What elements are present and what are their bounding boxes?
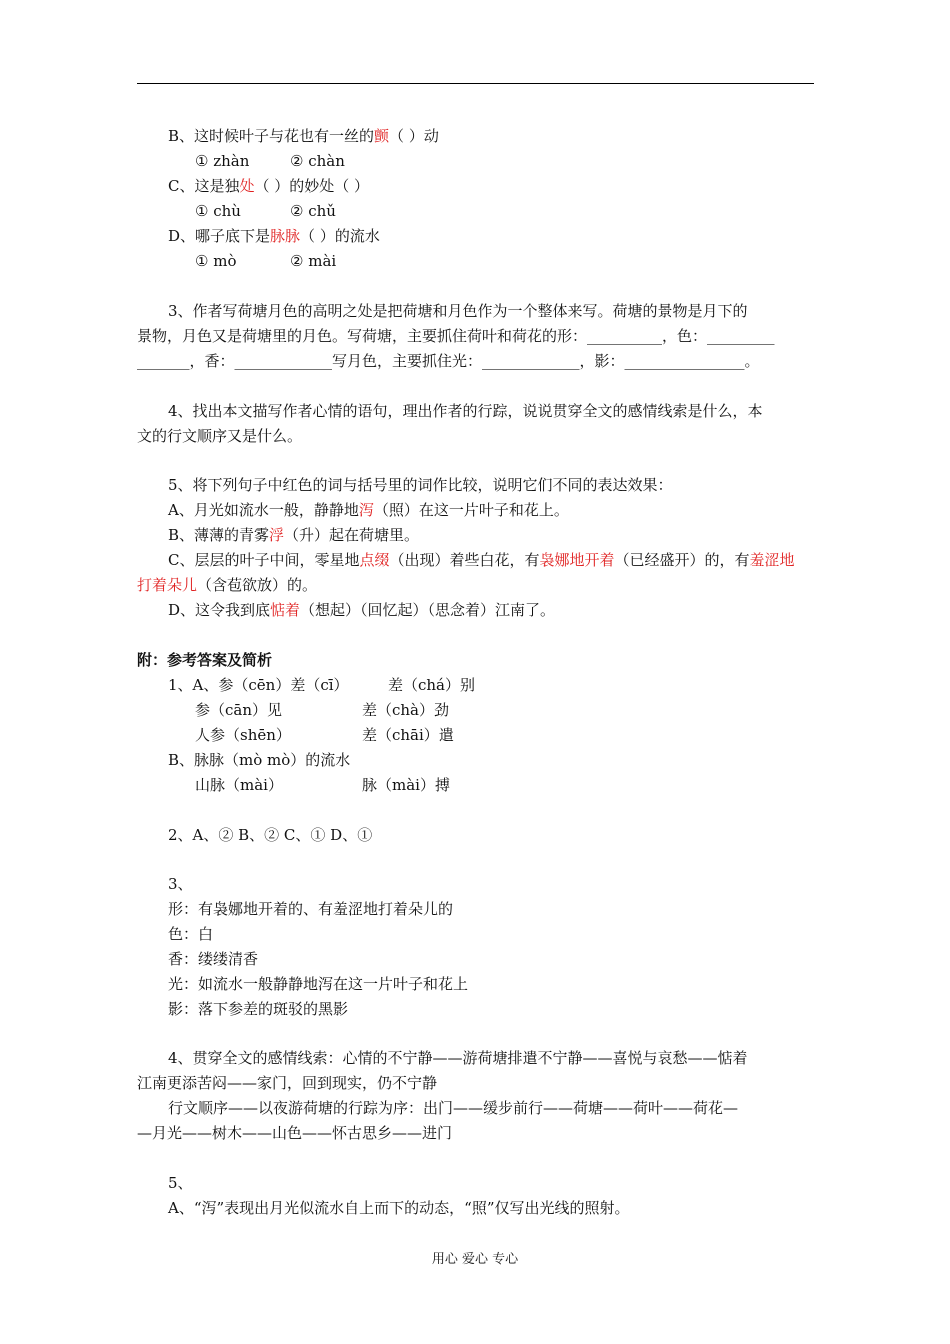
q2-d-choice-1: ① mò — [195, 252, 237, 270]
highlight-word: 脉脉 — [270, 227, 301, 245]
q2-option-b — [168, 126, 439, 146]
text: （含苞欲放）的。 — [197, 576, 318, 594]
answer-1-row-3-col-2: 差（chāi）遣 — [362, 726, 454, 744]
answer-2: 2、A、② B、② C、① D、① — [168, 826, 373, 844]
q3-line-1: 3、作者写荷塘月色的高明之处是把荷塘和月色作为一个整体来写。荷塘的景物是月下的 — [168, 302, 748, 320]
header-rule — [137, 83, 814, 84]
text: C、层层的叶子中间，零星地 — [168, 551, 360, 569]
answer-4-line-3: 行文顺序——以夜游荷塘的行踪为序：出门——缓步前行——荷塘——荷叶——荷花— — [168, 1099, 739, 1117]
answer-3-light: 光：如流水一般静静地泻在这一片叶子和花上 — [168, 975, 469, 993]
answer-1-row-1: 1、A、参（cēn）差（cī） — [168, 676, 349, 694]
q2-b-choice-1: ① zhàn — [195, 152, 250, 170]
q5-sentence-c-cont — [137, 575, 317, 595]
text: A、月光如流水一般，静静地 — [168, 501, 359, 519]
answer-4-line-4: —月光——树木——山色——怀古思乡——进门 — [137, 1124, 453, 1142]
answer-3-scent: 香：缕缕清香 — [168, 950, 259, 968]
answer-3-shape: 形：有袅娜地开着的、有羞涩地打着朵儿的 — [168, 900, 454, 918]
highlight-word: 处 — [239, 177, 255, 195]
q5-intro: 5、将下列句子中红色的词与括号里的词作比较，说明它们不同的表达效果： — [168, 476, 673, 494]
answer-1-row-5-col-2: 脉（mài）搏 — [362, 776, 450, 794]
answer-5-head: 5、 — [168, 1174, 193, 1192]
text: （照）在这一片叶子和花上。 — [373, 501, 569, 519]
q4-line-1: 4、找出本文描写作者心情的语句，理出作者的行踪，说说贯穿全文的感情线索是什么，本 — [168, 402, 763, 420]
q5-sentence-b — [168, 525, 419, 545]
q2-c-choice-1: ① chù — [195, 202, 241, 220]
highlight-word: 颤 — [374, 127, 390, 145]
text: B、这时候叶子与花也有一丝的 — [168, 127, 375, 145]
text: （升）起在荷塘里。 — [284, 526, 420, 544]
answer-1-row-1-col-2: 差（chá）别 — [388, 676, 476, 694]
highlight-word: 点缀 — [359, 551, 390, 569]
text: （ ）动 — [389, 127, 439, 145]
text: （想起）（回忆起）（思念着）江南了。 — [300, 601, 556, 619]
answer-1-row-3: 人参（shēn） — [195, 726, 291, 744]
q2-b-choice-2: ② chàn — [290, 152, 345, 170]
answers-heading: 附：参考答案及简析 — [137, 651, 273, 669]
q2-option-c — [168, 176, 369, 196]
answer-4-line-2: 江南更添苦闷——家门，回到现实，仍不宁静 — [137, 1074, 438, 1092]
answer-1-row-2-col-2: 差（chà）劲 — [362, 701, 450, 719]
q3-line-2: 景物，月色又是荷塘里的月色。写荷塘，主要抓住荷叶和荷花的形：__________，色：_________ — [137, 327, 775, 345]
text: D、哪子底下是 — [168, 227, 271, 245]
text: B、薄薄的青雾 — [168, 526, 270, 544]
highlight-word: 泻 — [358, 501, 374, 519]
q5-sentence-d — [168, 600, 555, 620]
text: （ ）的流水 — [300, 227, 380, 245]
text: （已经盛开）的，有 — [614, 551, 750, 569]
answer-4-line-1: 4、贯穿全文的感情线索：心情的不宁静——游荷塘排遣不宁静——喜悦与哀愁——惦着 — [168, 1049, 748, 1067]
answer-1-row-2: 参（cān）见 — [195, 701, 283, 719]
text: C、这是独 — [168, 177, 240, 195]
highlight-word: 打着朵儿 — [137, 576, 198, 594]
highlight-word: 浮 — [269, 526, 285, 544]
q2-c-choice-2: ② chǔ — [290, 202, 336, 220]
text: D、这令我到底 — [168, 601, 271, 619]
answer-1-row-4: B、脉脉（mò mò）的流水 — [168, 751, 351, 769]
answer-1-row-5: 山脉（mài） — [195, 776, 283, 794]
answer-3-color: 色：白 — [168, 925, 214, 943]
q2-option-d — [168, 226, 380, 246]
highlight-word: 惦着 — [270, 601, 301, 619]
highlight-word: 羞涩地 — [749, 551, 795, 569]
q2-d-choice-2: ② mài — [290, 252, 337, 270]
q4-line-2: 文的行文顺序又是什么。 — [137, 427, 303, 445]
answer-3-shadow: 影：落下参差的斑驳的黑影 — [168, 1000, 349, 1018]
highlight-word: 袅娜地开着 — [539, 551, 615, 569]
answer-3-head: 3、 — [168, 875, 193, 893]
answer-5-a: A、“泻”表现出月光似流水自上而下的动态，“照”仅写出光线的照射。 — [168, 1199, 630, 1217]
page-footer: 用心 爱心 专心 — [431, 1252, 519, 1267]
q3-line-3: _______，香：_____________写月色，主要抓住光：_____________，影：________________。 — [137, 352, 760, 370]
text: （出现）着些白花，有 — [389, 551, 540, 569]
q5-sentence-a — [168, 500, 569, 520]
q5-sentence-c — [168, 550, 795, 570]
text: （ ）的妙处（ ） — [254, 177, 370, 195]
